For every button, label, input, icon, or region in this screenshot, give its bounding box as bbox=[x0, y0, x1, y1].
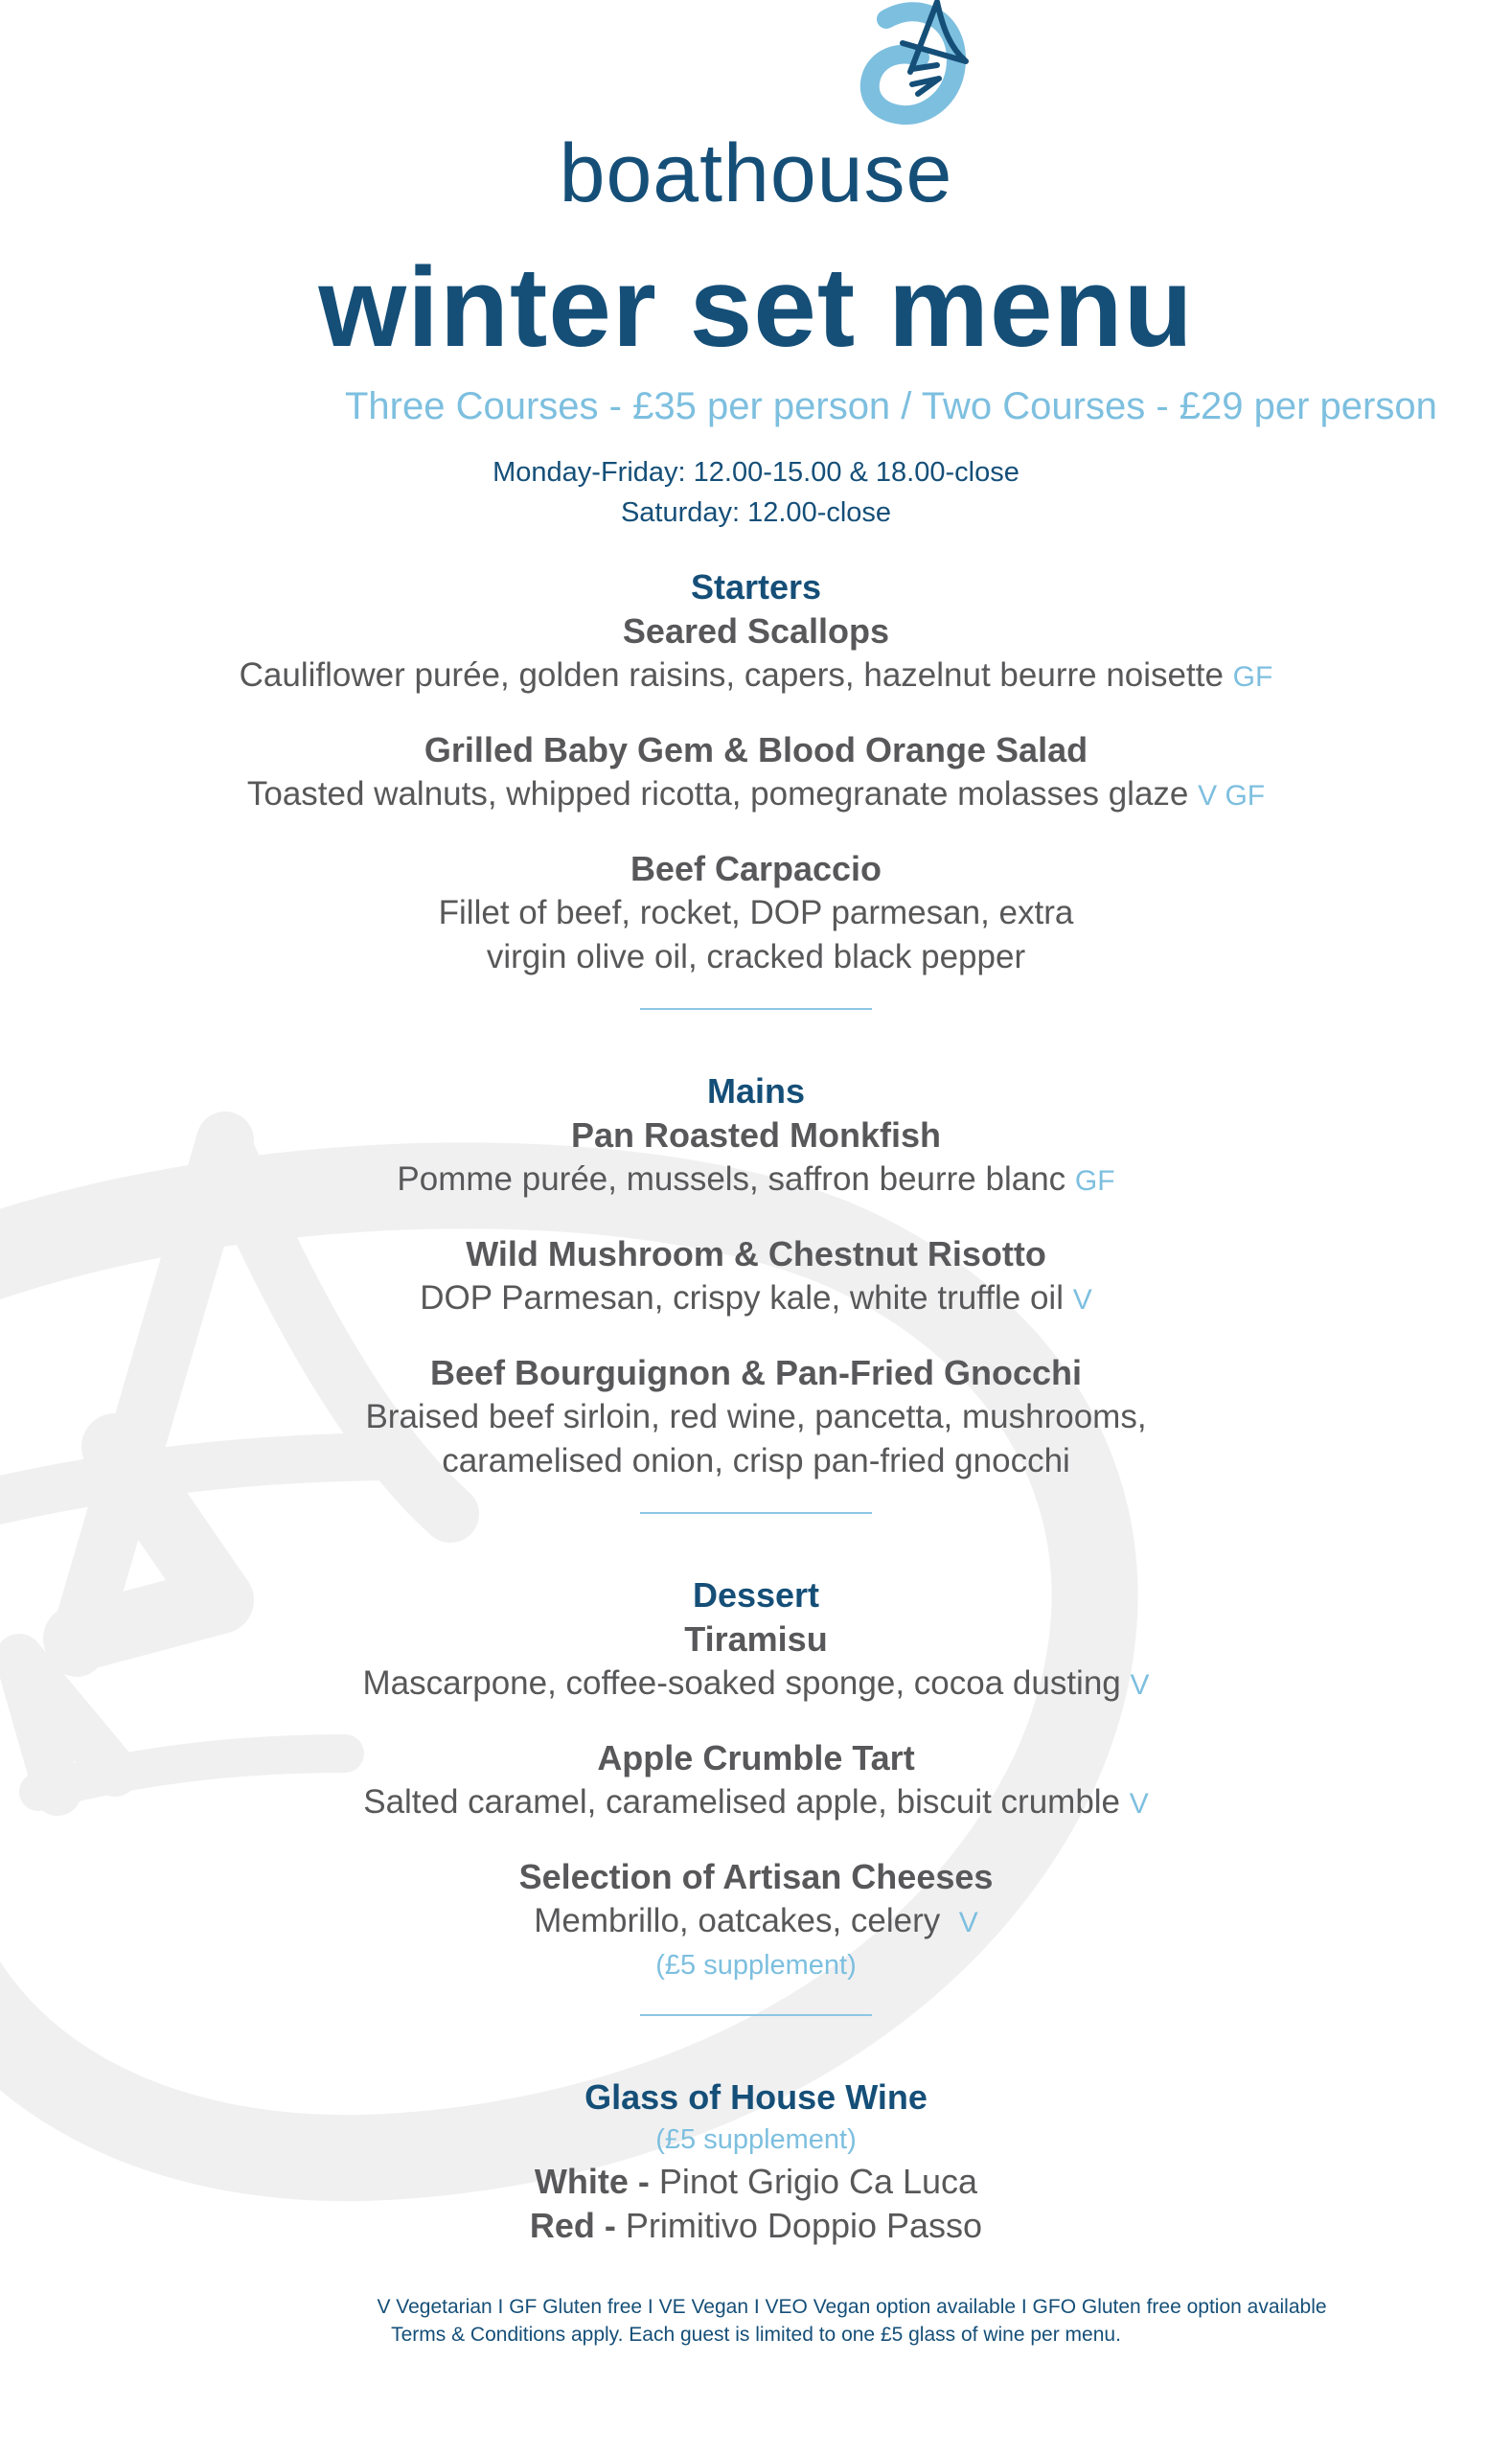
brand-name: boathouse bbox=[559, 127, 953, 219]
terms-note: Terms & Conditions apply. Each guest is limited to one £5 glass of wine per menu. bbox=[391, 2324, 1121, 2346]
dish-description: Braised beef sirloin, red wine, pancetta, mushrooms, bbox=[365, 1398, 1147, 1435]
dietary-badge: V bbox=[1130, 1669, 1150, 1701]
dish-name: Beef Carpaccio bbox=[630, 849, 882, 888]
dish-description: Mascarpone, coffee-soaked sponge, cocoa dusting bbox=[362, 1664, 1121, 1702]
dish-description: virgin olive oil, cracked black pepper bbox=[486, 938, 1026, 975]
dietary-badge: V bbox=[1129, 1788, 1149, 1820]
opening-hours bbox=[0, 452, 1512, 533]
wine-name: Primitivo Doppio Passo bbox=[625, 2206, 983, 2245]
page-title: winter set menu bbox=[318, 244, 1194, 371]
dish-item bbox=[0, 847, 1512, 979]
dietary-legend: V Vegetarian I GF Gluten free I VE Vegan I VEO Vegan option available I GFO Gluten free option available bbox=[377, 2296, 1327, 2318]
dish-name: Tiramisu bbox=[684, 1619, 828, 1659]
dish-name: Grilled Baby Gem & Blood Orange Salad bbox=[424, 730, 1088, 769]
dietary-badge: V bbox=[1072, 1284, 1092, 1316]
dietary-badge: GF bbox=[1232, 661, 1273, 693]
hours-weekday: Monday-Friday: 12.00-15.00 & 18.00-close bbox=[493, 457, 1019, 488]
hours-saturday: Saturday: 12.00-close bbox=[620, 497, 892, 528]
dish-item bbox=[0, 1736, 1512, 1826]
dish-item bbox=[0, 609, 1512, 699]
boathouse-logo-icon bbox=[843, 0, 977, 134]
dietary-badge: GF bbox=[1074, 1165, 1115, 1197]
dish-description: Fillet of beef, rocket, DOP parmesan, extra bbox=[438, 894, 1074, 931]
dish-description: Salted caramel, caramelised apple, biscuit crumble bbox=[363, 1783, 1121, 1821]
section-divider bbox=[640, 2014, 872, 2016]
section-title-dessert: Dessert bbox=[692, 1575, 820, 1615]
dish-name: Apple Crumble Tart bbox=[597, 1738, 915, 1777]
starters-section bbox=[0, 565, 1512, 979]
dish-description: Membrillo, oatcakes, celery bbox=[534, 1902, 941, 1939]
wine-label: Red - bbox=[529, 2206, 616, 2245]
supplement-note: (£5 supplement) bbox=[655, 1950, 857, 1981]
section-divider bbox=[640, 1008, 872, 1010]
dish-item bbox=[0, 1113, 1512, 1204]
dish-description: caramelised onion, crisp pan-fried gnocchi bbox=[442, 1442, 1070, 1479]
dish-item bbox=[0, 1351, 1512, 1483]
wine-white bbox=[0, 2160, 1512, 2204]
supplement-note: (£5 supplement) bbox=[655, 2124, 857, 2155]
section-title-wine: Glass of House Wine bbox=[584, 2077, 928, 2117]
wine-red bbox=[0, 2204, 1512, 2248]
dish-description: Pomme purée, mussels, saffron beurre blanc bbox=[397, 1160, 1066, 1198]
section-title-starters: Starters bbox=[690, 567, 822, 607]
dish-item bbox=[0, 1855, 1512, 1985]
menu-content bbox=[0, 565, 1512, 2248]
dish-description: Cauliflower purée, golden raisins, capers, hazelnut beurre noisette bbox=[239, 656, 1224, 694]
dish-name: Seared Scallops bbox=[622, 611, 890, 651]
dish-name: Wild Mushroom & Chestnut Risotto bbox=[466, 1234, 1046, 1273]
mains-section bbox=[0, 1069, 1512, 1483]
footer bbox=[0, 2293, 1512, 2349]
course-prices: Three Courses - £35 per person / Two Courses - £29 per person bbox=[345, 385, 1437, 427]
dish-name: Beef Bourguignon & Pan-Fried Gnocchi bbox=[429, 1353, 1082, 1392]
dish-description: Toasted walnuts, whipped ricotta, pomegranate molasses glaze bbox=[246, 775, 1189, 813]
dietary-badge: V GF bbox=[1198, 780, 1266, 812]
dish-description: DOP Parmesan, crispy kale, white truffle oil bbox=[420, 1279, 1064, 1317]
dish-item bbox=[0, 1617, 1512, 1708]
wine-section bbox=[0, 2075, 1512, 2248]
section-divider bbox=[640, 1512, 872, 1514]
wine-name: Pinot Grigio Ca Luca bbox=[658, 2162, 978, 2201]
wine-label: White - bbox=[534, 2162, 650, 2201]
dessert-section bbox=[0, 1573, 1512, 1985]
dish-name: Pan Roasted Monkfish bbox=[570, 1115, 942, 1155]
dish-item bbox=[0, 1232, 1512, 1322]
dietary-badge: V bbox=[958, 1907, 978, 1938]
section-title-mains: Mains bbox=[706, 1071, 806, 1111]
dish-item bbox=[0, 728, 1512, 818]
dish-name: Selection of Artisan Cheeses bbox=[518, 1857, 994, 1896]
